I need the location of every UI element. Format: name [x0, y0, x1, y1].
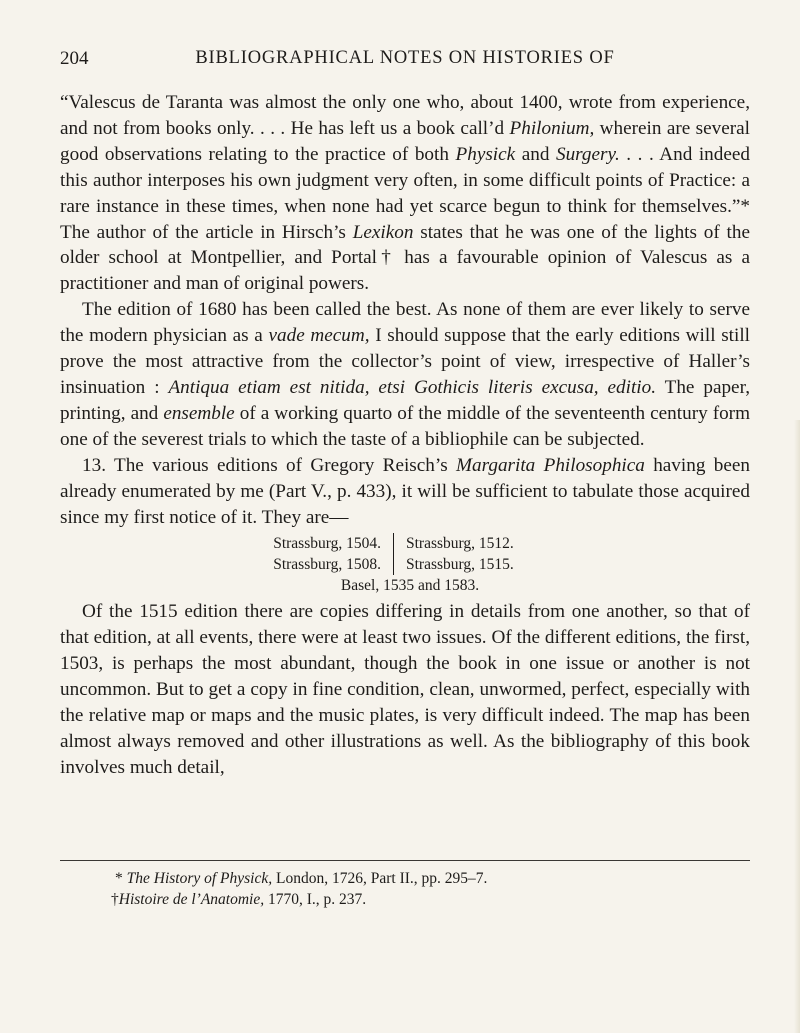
footnotes	[60, 868, 750, 910]
body-text	[60, 90, 750, 781]
edition-item: Strassburg, 1508.	[195, 554, 394, 575]
title-margarita-philosophica: Margarita Philosophica	[456, 454, 645, 476]
term-ensemble: ensemble	[163, 402, 235, 424]
paragraph-valescus-quote: “Valescus de Taranta was almost the only one who, about 1400, wrote from experience, and not from books only. . . . He has left us a book call’d Philonium, wherein are several good observations relating to the practice of both Physick and Surgery. . . . And indeed this author interposes his own judgment very often, in some difficult points of Practice: a rare instance in these times, when none had yet scarce begun to think for themselves.”* The author of the article in Hirsch’s Lexikon states that he was one of the lights of the older school at Montpellier, and Portal† has a favourable opinion of Valescus as a practitioner and man of original powers.	[60, 92, 750, 295]
page-number: 204	[60, 48, 89, 69]
page-edge-shadow	[794, 420, 800, 1033]
edition-item: Strassburg, 1512.	[406, 535, 514, 553]
paragraph-1515-edition: Of the 1515 edition there are copies differing in details from one another, so that of that edition, at all events, there were at least two issues. Of the different editions, the first, 1503, is perhaps the most abundant, though the book in one issue or another is not uncommon. But to get a copy in fine condition, clean, unwormed, perfect, especially with the relative map or maps and the music plates, is very difficult indeed. The map has been almost always removed and other illustrations as well. As the bibliography of this book involves much detail,	[60, 601, 750, 778]
title-philonium: Philonium,	[509, 117, 595, 139]
footnote-2: †Histoire de l’Anatomie, 1770, I., p. 237.	[111, 891, 367, 908]
term-vade-mecum: vade mecum,	[268, 325, 370, 347]
editions-list	[195, 533, 615, 596]
edition-item: Strassburg, 1504.	[195, 533, 394, 554]
edition-item: Basel, 1535 and 1583.	[340, 577, 480, 595]
latin-quotation: Antiqua etiam est nitida, etsi Gothicis literis excusa, editio.	[168, 376, 657, 398]
paragraph-margarita: 13. The various editions of Gregory Reisch’s Margarita Philosophica having been already enumerated by me (Part V., p. 433), it will be sufficient to tabulate those acquired since my first notice of it. They are—	[60, 454, 750, 528]
term-surgery: Surgery.	[555, 143, 620, 165]
title-lexikon: Lexikon	[352, 221, 414, 243]
running-head: BIBLIOGRAPHICAL NOTES ON HISTORIES OF	[195, 48, 615, 68]
paragraph-edition-1680: The edition of 1680 has been called the best. As none of them are ever likely to serve the modern physician as a vade mecum, I should suppose that the early editions will still prove the most attractive from the collector’s point of view, irrespective of Haller’s insinuation : Antiqua etiam est nitida, etsi Gothicis literis excusa, editio. The paper, printing, and ensemble of a working quarto of the middle of the seventeenth century form one of the severest trials to which the taste of a bibliophile can be subjected.	[60, 299, 751, 450]
footnote-rule	[60, 860, 750, 861]
edition-item: Strassburg, 1515.	[406, 556, 514, 574]
page-header	[60, 48, 750, 74]
footnote-1: * The History of Physick, London, 1726, Part II., pp. 295–7.	[115, 870, 488, 887]
term-physick: Physick	[455, 143, 516, 165]
